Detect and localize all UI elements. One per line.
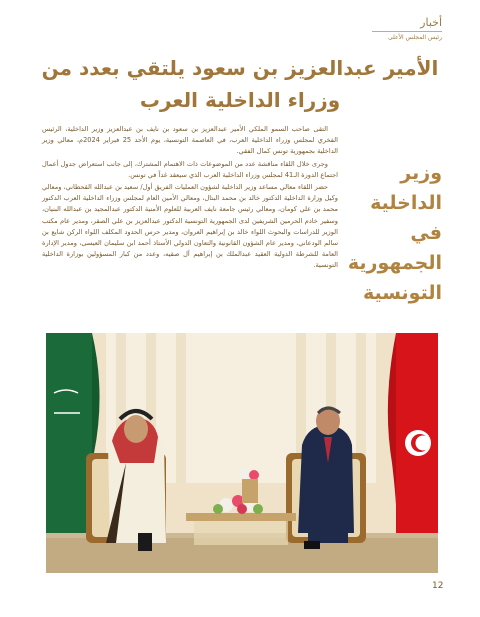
meeting-photo [46, 333, 438, 573]
section-tag [372, 16, 442, 42]
section-title: أخبار [420, 16, 442, 29]
article-paragraph: التقى صاحب السمو الملكي الأمير عبدالعزيز بن سعود بن نايف بن عبدالعزيز وزير الداخلية، الرئيس الفخري لمجلس وزراء الداخلية العرب، في العاصمة التونسية، يوم الأحد 25 فبراير 2024م، معالي وزير الداخلية بجمهورية تونس كمال الفقي. [42, 125, 338, 156]
meeting-photo-illustration [46, 333, 438, 573]
article-body [42, 124, 338, 273]
page-number: 12 [432, 581, 444, 591]
section-subtitle: رئيس المجلس الأعلى [388, 34, 442, 41]
side-heading: وزير الداخلية في الجمهورية التونسية [347, 162, 442, 304]
article-paragraph: وجرى خلال اللقاء مناقشة عدد من الموضوعات ذات الاهتمام المشترك، إلى جانب استعراض جدول أعمال اجتماع الدورة الـ41 لمجلس وزراء الداخلية العرب الذي سيعقد غداً في تونس. [42, 159, 338, 179]
section-divider [372, 31, 442, 32]
article-title: الأمير عبدالعزيز بن سعود يلتقي بعدد من وزراء الداخلية العرب [41, 56, 439, 112]
article-paragraph: حضر اللقاء معالي مساعد وزير الداخلية لشؤون العمليات الفريق أول/ سعيد بن عبدالله القحطاني، ومعالي وكيل وزارة الداخلية الدكتور خالد بن محمد البتال، ومعالي الأمين العام لمجلس وزراء الداخلية العرب الدكتور محمد بن علي كومان، ومعالي رئيس جامعة نايف العربية للعلوم الأمنية الدكتور عبدالمجيد بن عبدالله البنيان، وسفير خادم الحرمين الشريفين لدى الجمهورية التونسية الدكتور عبدالعزيز بن علي الصقر، ومدير عام مكتب الوزير للدراسات والبحوث اللواء خالد بن إبراهيم العروان، ومدير حرس الحدود المكلف اللواء الركن شايع بن سالم الودعاني، ومدير عام الشؤون القانونية والتعاون الدولي الأستاذ أحمد ابن سليمان العيسى، ومدير الإدارة العامة للشرطة الدولية العقيد عبدالملك بن إبراهيم آل صقيه، وعدد من كبار المسؤولين بوزارة الداخلية التونسية. [42, 183, 338, 270]
